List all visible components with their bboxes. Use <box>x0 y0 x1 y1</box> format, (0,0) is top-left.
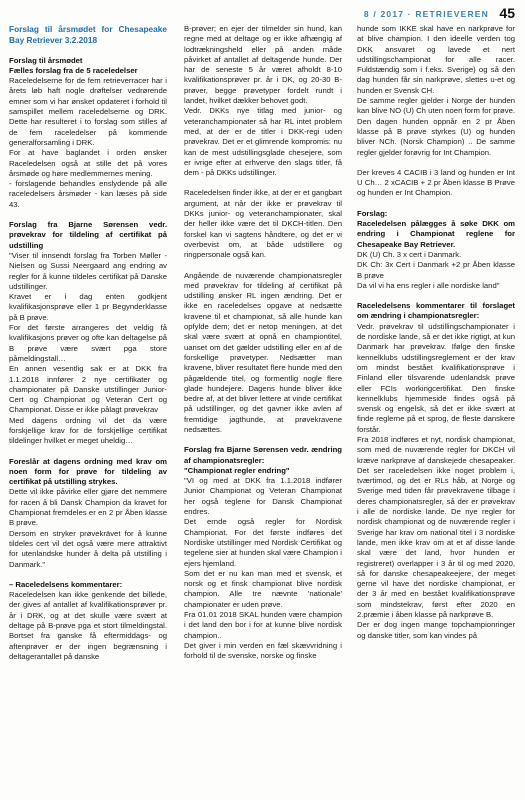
paragraph: DK Ch: 3x Cert i Danmark +2 pr Åben klasse B prøve <box>357 260 515 280</box>
paragraph: Raceledelserne for de fem retrieverracer har i årets løb haft nogle drøftelser vedrørende emner som vi har ønsket opdateret i forhold til samspillet mellem raceledelserne og DRK. Dette har resulteret i to forslag som stilles af de fem raceledelser på kommende generalforsamling i DRK. <box>9 76 167 147</box>
paragraph: Raceledelsen pålægges å søke DKK om endring i Championat reglene for Chesapeake Bay Retriever. <box>357 219 515 249</box>
column-right <box>357 24 515 794</box>
paragraph: Raceledelsen kan ikke genkende det billede, der gives af antallet af kvalifikationsprøver pr. år i DRK, og at det skulle være svært at deltage på B-prøve pga et stort tilmeldingstal. Bortset fra ganske få eftermiddags- og aftenprøver er der ingen begrænsning i deltagerantallet på danske <box>9 590 167 661</box>
paragraph: For at have baglandet i orden ønsker Raceledelsen også at stille det på vores årsmøde og høre medlemmernes mening. <box>9 148 167 178</box>
paragraph: Vedr. prøvekrav til udstillingschampionater i de nordiske lande, så er det ikke rigtigt, at kun Danmark har prøvekrav. Ifølge den finske kennelklubs udstillingsreglement er der krav om mindst bestået kvalifikationsprøve i Finland eller tilsvarende udenlandsk prøve eller FCIs workingcertifikat. Den finske kennelklubs hjemmeside findes også på svensk og engelsk, så det er ikke svært at finde reglerne på et sprog, de fleste danskere forstår. <box>357 321 515 434</box>
paragraph: Raceledelsens kommentarer til forslaget om ændring i championatsregler: <box>357 301 515 321</box>
paragraph: Fra 2018 indføres et nyt, nordisk championat, som med de nuværende regler for DKCH vil kræve narkprøve af danskejede chesapeaker. Det ser raceledelsen ikke noget problem i, tværtimod, og det er RLs håb, at Norge og Sverige med tiden får prøvekravene tilbage i deres championatsregler, så der er prøvekrav i alle de nordiske lande. De nye regler for nordisk championat og de nuværende regler i Sverige har krav om national titel i 3 nordiske lande, men ikke krav om at et af disse lande skal være det land, hvor hunden er registreret) overlapper i 3 år til og med 2020, så for danske chesapeakeejere, der meget gerne vil have det nordiske championat, er der 3 år med en bestået kvalifikationsprøve som mindstekrav, først efter 2020 en 2.præmie i åben klasse på narkprøve B. <box>357 434 515 620</box>
paragraph: Fælles forslag fra de 5 raceledelser <box>9 65 138 75</box>
paragraph: Forslag til årsmødet for Chesapeake Bay Retriever 3.2.2018 <box>9 24 167 45</box>
paragraph: Dersom en stryker prøvekrävet for å kunne tildeles cert vil det også være mere attraktivt for utenlandske hunder å delta på utstilling i Danmark." <box>9 528 167 569</box>
paragraph: Raceledelsen finder ikke, at der er et gangbart argument, at når der ikke er prøvekrav til DKKs junior- og veteranchampionater, skal der heller ikke være det til DKCH-titlen. Den forskel kan vi sagtens håndtere, og det er vi overbevist om, at både udstillere og ringpersonale også kan. <box>184 188 342 260</box>
paragraph: Fra 01.01 2018 SKAL hunden være champion i det land den bor i for at kunne blive nordisk champion.. <box>184 610 342 640</box>
paragraph: - forslagende behandles enslydende på alle raceledelsers årsmøder - kan læses på side 43. <box>9 179 167 209</box>
paragraph: En annen vesentlig sak er at DKK fra 1.1.2018 innfører 2 nye certifikater og championater på Danske utstillinger Junior-Cert og Championat og Veteran Cert og Championat. Disse er ikke pålagt prøvekrav <box>9 364 167 415</box>
paragraph: "Championat regler endring" <box>184 465 290 475</box>
paragraph: Vedr. DKKs nye titlag med junior- og veteranchampionater så har RL intet problem med, at der er de titler i DKK-regi uden prøvekrav. Det er et glimrende kompromis: nu kan de mest udstillingsglade chesejere, som er ivrige efter at erhverve den slags titler, få dem - på DKKs udstillinger. <box>184 106 342 178</box>
paragraph: Der er dog ingen mange topchampionringer og danske titler, som kan vindes på <box>357 620 515 640</box>
issue-label: 8 / 2017 · RETRIEVEREN <box>363 9 489 19</box>
paragraph: For det første arrangeres det veldig få kvalifikasjons prøver og ofte kan deltagelse på B prøve være svært pga store påmeldingstall… <box>9 323 167 363</box>
page-number: 45 <box>499 5 515 21</box>
paragraph: Som det er nu kan man med et svensk, et norsk og et finsk championat blive nordisk champion. Alle tre nævnte 'nationale' championater er uden prøve. <box>184 568 342 609</box>
paragraph: Forslag fra Bjarne Sørensen vedr. prøvekrav for tildeling af certifikat på udstilling <box>9 220 167 250</box>
paragraph: Forslag fra Bjarne Sørensen vedr. ændring af championatsregler: <box>184 445 342 465</box>
column-middle <box>184 24 342 794</box>
page-header <box>0 0 525 24</box>
paragraph: Forslag til årsmødet <box>9 55 83 65</box>
paragraph: Dette vil ikke påvirke eller gjøre det nemmere for racen å bli Dansk Champion da kravet for Championat fremdeles er en 2 pr Åben klasse B prøve. <box>9 487 167 528</box>
paragraph: DK (U) Ch. 3 x cert i Danmark. <box>357 249 462 259</box>
paragraph: – Raceledelsens kommentarer: <box>9 579 123 589</box>
paragraph: Kravet er i dag enten godkjent kvalifikasjonsprøve eller 1 pr Begynderklasse på B prøve. <box>9 292 167 322</box>
paragraph: Foreslår at dagens ordning med krav om noen form for prøve for tildeling av certifikat på utstilling strykes. <box>9 456 167 487</box>
paragraph: hunde som IKKE skal have en narkprøve for at blive champion. I den ideelle verden tog DKK ansvaret og lavede et nert udstillingschampionat for alle racer. Fuldstændig som i f.eks. Sverige) og så den dag hunden får sin narkprøve, slettes u-et og hunden er Svensk CH. <box>357 24 515 95</box>
paragraph: Forslag: <box>357 208 388 218</box>
paragraph: De samme regler gjelder i Norge der hunden kan blive NO (U) Ch uten noen form for prøve. Den dagen hunden oppnår en 2 pr Åben klasse på B prøve styrkes (U) og hunden bliver NCh. (Norsk Champion) .. De samme regler gjelder forøvrig for Int Champion. <box>357 96 515 157</box>
paragraph: Det giver i min verden en fæl skævvridning i forhold til de svenske, norske og finske <box>184 640 342 661</box>
paragraph: Der kreves 4 CACIB i 3 land og hunden er Int U Ch… 2 xCACIB + 2 pr Åben klasse B Prøve og hunden er Int Champion. <box>357 167 515 198</box>
paragraph: B-prøver; en ejer der tilmelder sin hund, kan regne med at deltage og er ikke afhængig af lodtrækningsheld eller på anden måde påvirket af antallet af deltagende hunde. Der har de seneste 5 år været afholdt 8-10 kvalifikationsprøver pr. år i DK, og 20-30 B-prøver, begge prøvetyper fordelt rundt i landet, hvilket dækker behovet godt. <box>184 24 342 106</box>
paragraph: Det ernde også regler for Nordisk Championat. For det første indføres det Nordiske utstillinger med Nordisk Certifikat og tegelene sier at hunden skal være Champion i ejers hjemland. <box>184 517 342 568</box>
paragraph: Da vil vi ha ens regler i alle nordiske land" <box>357 280 500 290</box>
column-left <box>9 24 167 794</box>
paragraph: "VI og med at DKK fra 1.1.2018 indfører Junior Championat og Veteran Championat her også teglene for Dansk Championat endres. <box>184 476 342 517</box>
paragraph: "Viser til innsendt forslag fra Torben Møller - Nielsen og Sussi Neergaard ang endring av regler for å kunne tildeles certifikat på Danske udstillinger. <box>9 250 167 291</box>
paragraph: Med dagens ordning vil det da være forskjellige krav for de forskjellige certifikat tildelinger hvilket er meget uheldig… <box>9 415 167 446</box>
paragraph: Angående de nuværende championatsregler med prøvekrav for tildeling af certifikat på udstilling ønsker RL ingen ændring. Det er ikke en raceledelses opgave at nedsætte kravene til et championat, så alle hunde kan opfylde dem; det er netop meningen, at det skal være svært at opnå en championtitel, uanset om det gælder udstilling eller en af de forskellige prøvetyper. Nedsætter man kravene, bliver resultatet flere hunde med den pågældende titel, og formentlig nogle flere glade hundejere. Dagens hunde bliver ikke bedre af, at det bliver lettere at vinde certifikat på udstillinger, og det gavner ikke avlen af fremtidige jagthunde, at prøvekravene nedsættes. <box>184 270 342 434</box>
